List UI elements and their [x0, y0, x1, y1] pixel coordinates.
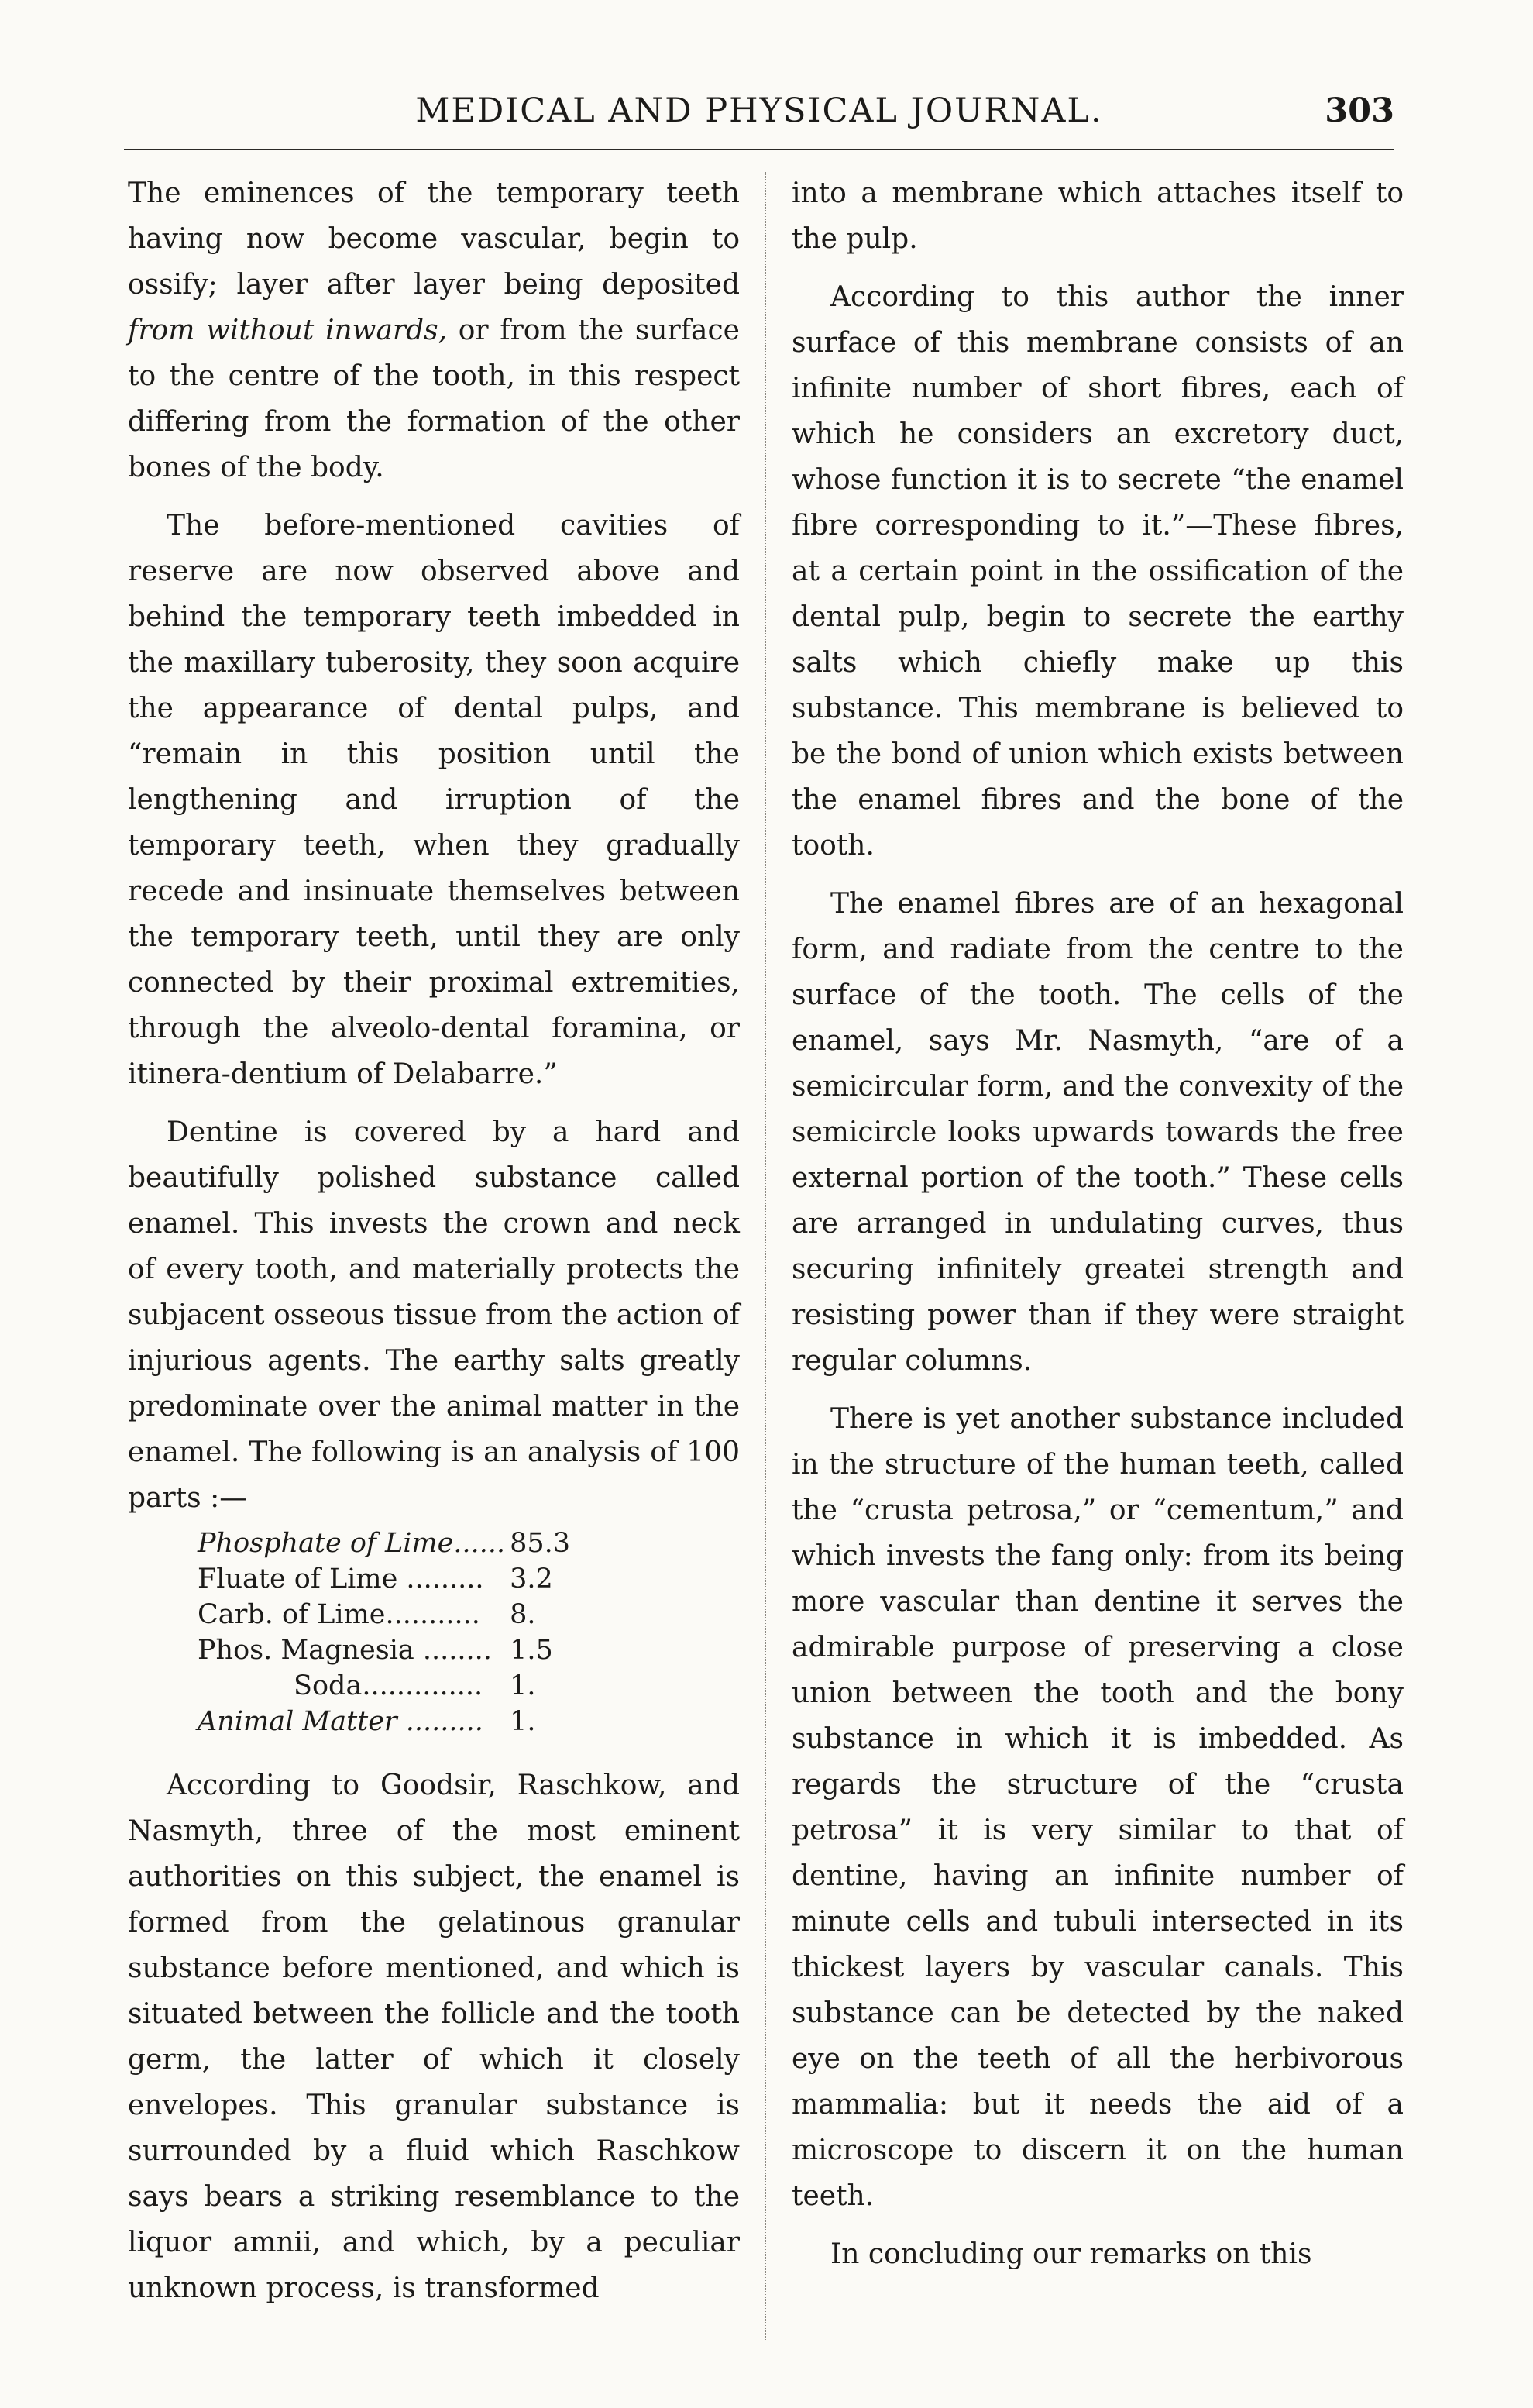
- emphasis-text: from without inwards,: [128, 315, 448, 346]
- analysis-value: 1.: [510, 1706, 536, 1737]
- analysis-item: Soda..............: [294, 1670, 483, 1701]
- table-row: [198, 1632, 570, 1668]
- paragraph: According to this author the inner surface of this membrane consists of an infinite number of short fibres, each of which he considers an excretory duct, whose function it is to secrete “the enamel fibre corresponding to it.”—These fibres, at a certain point in the ossification of the dental pulp, begin to secrete the earthy salts which chiefly make up this substance. This membrane is believed to be the bond of union which exists between the enamel fibres and the bone of the tooth.: [792, 281, 1404, 862]
- paragraph-text: or from the surface to the centre of the tooth, in this respect differing from the formation of the other bones of the body.: [128, 315, 740, 483]
- paragraph: [128, 170, 740, 490]
- paragraph: According to Goodsir, Raschkow, and Nasmyth, three of the most eminent authorities on this subject, the enamel is formed from the gelatinous granular substance before mentioned, and which is situated between the follicle and the tooth germ, the latter of which it closely envelopes. This granular substance is surrounded by a fluid which Raschkow says bears a striking resemblance to the liquor amnii, and which, by a peculiar unknown process, is transformed: [128, 1770, 740, 2304]
- paragraph: The before-mentioned cavities of reserve are now observed above and behind the temporary teeth imbedded in the maxillary tuberosity, they soon acquire the appearance of dental pulps, and “remain in this position until the lengthening and irruption of the temporary teeth, when they gradually recede and insinuate themselves between the temporary teeth, until they are only connected by their proximal extremities, through the alveolo-dental foramina, or itinera-dentium of Delabarre.”: [128, 510, 740, 1090]
- paragraph: into a membrane which attaches itself to the pulp.: [792, 177, 1404, 255]
- analysis-value: 1.: [510, 1670, 536, 1701]
- table-row: [198, 1668, 570, 1704]
- analysis-value: 8.: [510, 1599, 536, 1630]
- analysis-value: 85.3: [510, 1528, 571, 1559]
- paragraph: In concluding our remarks on this: [830, 2238, 1312, 2270]
- paragraph: There is yet another substance included in the structure of the human teeth, called the “crusta petrosa,” or “cementum,” and which invests the fang only: from its being more vascular than dentine it serves the admirable purpose of preserving a close union between the tooth and the bony substance in which it is imbedded. As regards the structure of the “crusta petrosa” it is very similar to that of dentine, having an infinite number of minute cells and tubuli intersected in its thickest layers by vascular canals. This substance can be detected by the naked eye on the teeth of all the herbivorous mammalia: but it needs the aid of a microscope to discern it on the human teeth.: [792, 1403, 1404, 2212]
- table-row: [198, 1526, 570, 1561]
- analysis-item: Phos. Magnesia ........: [198, 1635, 492, 1666]
- analysis-item: Animal Matter .........: [198, 1706, 483, 1737]
- left-column: [128, 170, 740, 2324]
- analysis-item: Phosphate of Lime......: [198, 1528, 506, 1559]
- column-divider: [765, 172, 766, 2341]
- running-title: MEDICAL AND PHYSICAL JOURNAL.: [415, 91, 1103, 130]
- analysis-value: 1.5: [510, 1635, 553, 1666]
- paragraph: The enamel fibres are of an hexagonal form, and radiate from the centre to the surface of the tooth. The cells of the enamel, says Mr. Nasmyth, “are of a semicircular form, and the convexity of the semicircle looks upwards towards the free external portion of the tooth.” These cells are arranged in undulating curves, thus securing infinitely greatei strength and resisting power than if they were straight regular columns.: [792, 888, 1404, 1377]
- analysis-value: 3.2: [510, 1563, 553, 1594]
- table-row: [198, 1704, 570, 1739]
- enamel-analysis-table: [198, 1526, 570, 1739]
- analysis-item: Carb. of Lime...........: [198, 1599, 480, 1630]
- analysis-item: Fluate of Lime .........: [198, 1563, 484, 1594]
- paragraph: Dentine is covered by a hard and beautifully polished substance called enamel. This invests the crown and neck of every tooth, and materially protects the subjacent osseous tissue from the action of injurious agents. The earthy salts greatly predominate over the animal matter in the enamel. The following is an analysis of 100 parts :—: [128, 1116, 740, 1514]
- header-rule: [124, 149, 1394, 150]
- table-row: [198, 1597, 570, 1632]
- paragraph-text: The eminences of the temporary teeth having now become vascular, begin to ossify; layer after layer being deposited: [128, 177, 740, 301]
- page-header: [124, 91, 1394, 146]
- table-row: [198, 1561, 570, 1597]
- page-number: 303: [1325, 91, 1394, 130]
- right-column: [792, 170, 1404, 2289]
